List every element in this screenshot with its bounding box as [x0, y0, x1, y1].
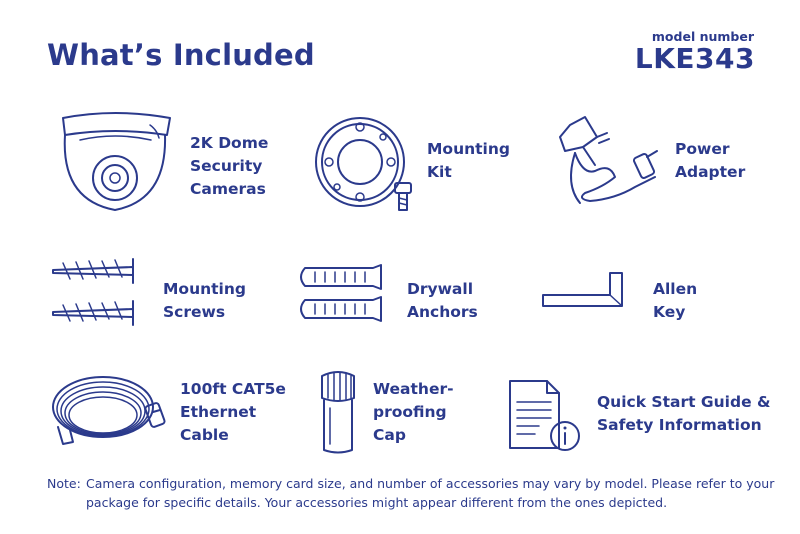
item-label: Allen Key — [653, 280, 698, 321]
drywall-anchors-icon — [295, 262, 385, 330]
item-label: Power Adapter — [675, 140, 746, 181]
item-label: 2K Dome Security Cameras — [190, 134, 269, 198]
power-adapter-icon — [555, 115, 665, 215]
model-number: LKE343 — [634, 42, 755, 75]
note-text: Camera configuration, memory card size, and number of accessories may vary by model. Please refer to your package for specific details. Your accessories might appear different from the ones depicted. — [86, 476, 775, 510]
page-title: What’s Included — [47, 38, 315, 72]
item-label: 100ft CAT5e Ethernet Cable — [180, 380, 286, 444]
model-number-label: model number — [651, 29, 754, 44]
screws-icon — [48, 255, 148, 330]
note-prefix: Note: — [47, 476, 81, 491]
ethernet-cable-icon — [48, 372, 173, 452]
mounting-kit-icon — [315, 115, 425, 215]
item-label: Mounting Kit — [427, 140, 510, 181]
item-label: Mounting Screws — [163, 280, 246, 321]
weatherproof-cap-icon — [318, 370, 358, 455]
dome-camera-icon — [55, 110, 180, 220]
allen-key-icon — [538, 270, 630, 315]
item-label: Drywall Anchors — [407, 280, 478, 321]
item-label: Quick Start Guide & Safety Information — [597, 393, 771, 434]
guide-document-icon — [505, 378, 583, 454]
item-label: Weather- proofing Cap — [373, 380, 454, 444]
